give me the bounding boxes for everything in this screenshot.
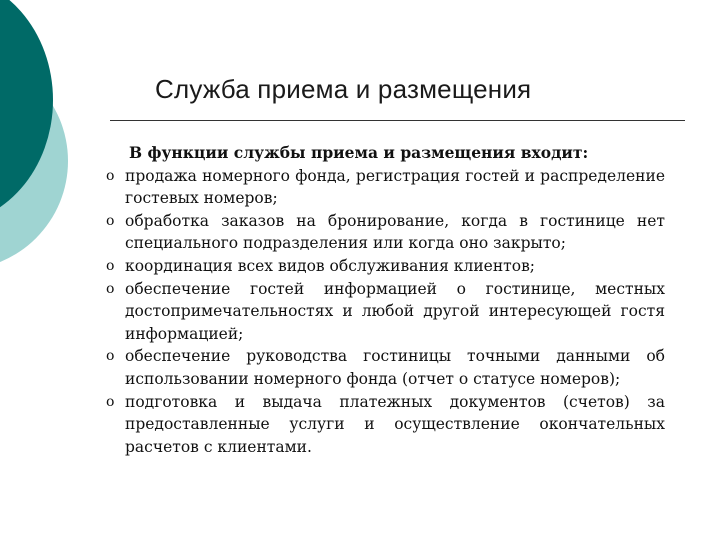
list-item <box>105 391 665 459</box>
list-item-text: обеспечение руководства гостиницы точными данными об использовании номерного фонда (отчет о статусе номеров); <box>125 347 665 388</box>
bullet-icon: o <box>106 167 115 184</box>
bullet-icon: o <box>106 393 115 410</box>
list-item-text: подготовка и выдача платежных документов (счетов) за предоставленные услуги и осуществление окончательных расчетов с клиентами. <box>125 392 665 456</box>
list-item-text: координация всех видов обслуживания клиентов; <box>125 256 536 275</box>
list-item <box>105 345 665 390</box>
bullet-icon: o <box>106 280 115 297</box>
lead-sentence: В функции службы приема и размещения входит: <box>129 143 589 162</box>
slide-body <box>105 142 665 458</box>
list-item <box>105 210 665 255</box>
list-item <box>105 255 665 278</box>
slide-title: Служба приема и размещения <box>155 74 532 104</box>
list-item <box>105 165 665 210</box>
list-item-text: обеспечение гостей информацией о гостинице, местных достопримечательностях и любой другой интересующей гостя информацией; <box>125 279 665 343</box>
list-item <box>105 278 665 346</box>
bullet-icon: o <box>106 257 115 274</box>
list-item-text: продажа номерного фонда, регистрация гостей и распределение гостевых номеров; <box>125 166 665 208</box>
function-list <box>105 165 665 459</box>
list-item-text: обработка заказов на бронирование, когда в гостинице нет специального подразделения или когда оно закрыто; <box>125 211 665 253</box>
bullet-icon: o <box>106 212 115 229</box>
bullet-icon: o <box>106 348 115 365</box>
title-divider <box>110 120 685 121</box>
